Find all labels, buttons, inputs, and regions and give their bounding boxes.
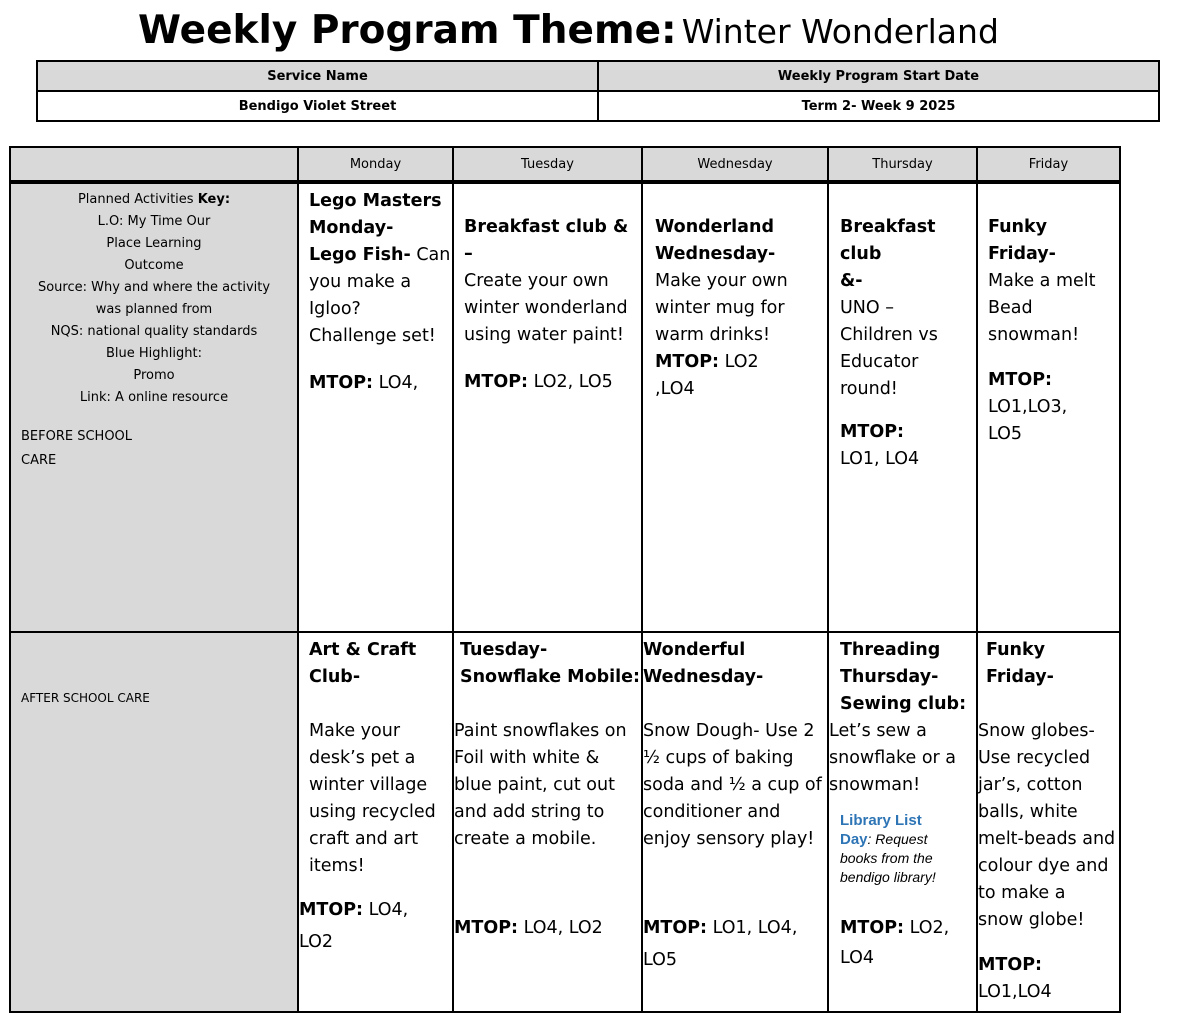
service-name-label: Service Name (37, 61, 598, 91)
service-name-value: Bendigo Violet Street (37, 91, 598, 121)
program-table (9, 146, 1121, 1013)
start-date-label: Weekly Program Start Date (598, 61, 1159, 91)
key-line: was planned from (95, 302, 213, 317)
mtop-outcomes: MTOP: LO2, LO5 (464, 372, 613, 392)
after-tuesday-cell: Tuesday- Snowflake Mobile: Paint snowflakes on Foil with white & blue paint, cut out and add string to create a mobile. MTOP: LO4, LO2 (453, 632, 642, 1012)
mtop-outcomes: MTOP: LO4, LO2 (299, 900, 409, 952)
after-school-key-cell (10, 632, 298, 1012)
before-school-key-cell (10, 183, 298, 632)
day-header-tuesday: Tuesday (453, 147, 642, 181)
key-line: Promo (133, 368, 175, 383)
day-header-wednesday: Wednesday (642, 147, 828, 181)
start-date-value: Term 2- Week 9 2025 (598, 91, 1159, 121)
before-friday-cell: Funky Friday- Make a melt Bead snowman! MTOP: LO1,LO3, LO5 (977, 183, 1120, 632)
mtop-outcomes: MTOP: LO4, (309, 373, 419, 393)
mtop-label: MTOP: (840, 422, 905, 442)
before-wednesday-cell: Wonderland Wednesday- Make your own winter mug for warm drinks! MTOP: LO2 ,LO4 (642, 183, 828, 632)
mtop-outcomes: MTOP: LO2 (655, 352, 759, 372)
after-school-label: AFTER SCHOOL CARE (21, 691, 150, 705)
mtop-outcomes: MTOP: LO1, LO4, (643, 918, 798, 938)
before-school-label: BEFORE SCHOOL CARE (21, 429, 133, 468)
key-line: Source: Why and where the activity (37, 280, 271, 295)
day-header-monday: Monday (298, 147, 453, 181)
after-thursday-cell: Threading Thursday- Sewing club: Let’s sew a snowflake or a snowman! Library List Day: Request books from the bendigo library! MTOP: LO2, LO4 (828, 632, 977, 1012)
before-tuesday-cell: Breakfast club & – Create your own winter wonderland using water paint! MTOP: LO2, LO5 (453, 183, 642, 632)
key-line: Link: A online resource (79, 390, 229, 405)
mtop-outcomes: MTOP: LO4, LO2 (454, 918, 603, 938)
corner-cell (10, 147, 298, 181)
mtop-outcomes: MTOP: LO2, (840, 918, 950, 938)
day-header-friday: Friday (977, 147, 1120, 181)
key-line: NQS: national quality standards (50, 324, 258, 339)
after-wednesday-cell: Wonderful Wednesday- Snow Dough- Use 2 ½ cups of baking soda and ½ a cup of conditioner and enjoy sensory play! MTOP: LO1, LO4, LO5 (642, 632, 828, 1012)
key-line: Outcome (124, 258, 184, 273)
key-line: L.O: My Time Our (97, 214, 211, 229)
key-heading: Planned Activities Key: (77, 192, 231, 207)
page-title (138, 8, 999, 53)
theme-name: Winter Wonderland (681, 12, 999, 51)
day-header-thursday: Thursday (828, 147, 977, 181)
key-line: Place Learning (106, 236, 202, 251)
mtop-label: MTOP: (978, 955, 1043, 975)
title-label: Weekly Program Theme: (138, 8, 677, 53)
before-thursday-cell: Breakfast club &- UNO – Children vs Educator round! MTOP: LO1, LO4 (828, 183, 977, 632)
key-line: Blue Highlight: (106, 346, 202, 361)
before-monday-cell: Lego Masters Monday- Lego Fish- Can you make a Igloo? Challenge set! MTOP: LO4, (298, 183, 453, 632)
after-monday-cell: Art & Craft Club- Make your desk’s pet a winter village using recycled craft and art items! MTOP: LO4, LO2 (298, 632, 453, 1012)
service-info-table (36, 60, 1160, 122)
after-friday-cell: Funky Friday- Snow globes- Use recycled jar’s, cotton balls, white melt-beads and colour dye and to make a snow globe! MTOP: LO1,LO4 (977, 632, 1120, 1012)
mtop-label: MTOP: (988, 370, 1053, 390)
library-note: Library List Day: Request books from the bendigo library! (840, 812, 936, 885)
